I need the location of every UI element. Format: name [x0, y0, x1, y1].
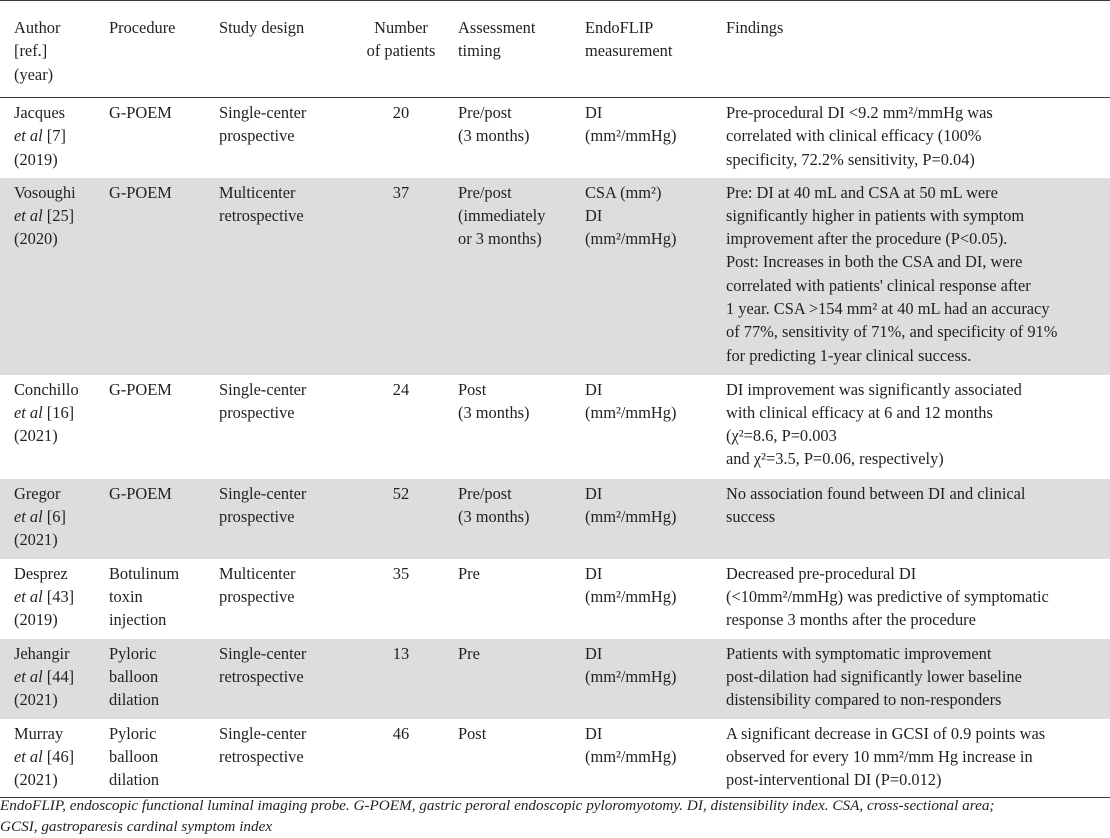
design-cell: Single-center retrospective: [219, 643, 307, 686]
timing-cell: Pre/post (immediately or 3 months): [458, 182, 546, 249]
author-name: Vosoughi: [14, 182, 76, 202]
design-cell: Single-center prospective: [219, 483, 307, 526]
author-name: Gregor: [14, 483, 61, 503]
table-row: [0, 479, 1110, 559]
author-cell: [0, 178, 109, 375]
timing-cell: Pre/post (3 months): [458, 103, 530, 146]
et-al: et al: [14, 586, 43, 606]
et-al: et al: [14, 746, 43, 766]
findings-cell: Patients with symptomatic improvement post-dilation had significantly lower baseline distensibility compared to non-responders: [726, 643, 1022, 710]
et-al: et al: [14, 205, 43, 225]
author-ref: [14, 505, 109, 528]
design-cell: Single-center prospective: [219, 379, 307, 422]
measurement-cell: DI (mm²/mmHg): [585, 379, 677, 422]
procedure-cell: G-POEM: [109, 379, 172, 399]
measurement-cell: DI (mm²/mmHg): [585, 723, 677, 766]
design-cell: Multicenter retrospective: [219, 182, 304, 225]
ref: [46]: [46, 746, 75, 766]
procedure-cell: Pyloric balloon dilation: [109, 643, 160, 710]
procedure-cell: G-POEM: [109, 182, 172, 202]
author-ref: [14, 745, 109, 768]
author-cell: [0, 559, 109, 639]
findings-cell: A significant decrease in GCSI of 0.9 points was observed for every 10 mm²/mm Hg increase in post-interventional DI (P=0.012): [726, 723, 1046, 790]
design-cell: Multicenter prospective: [219, 563, 296, 606]
timing-cell: Pre/post (3 months): [458, 483, 530, 526]
author-ref: [14, 124, 109, 147]
header-author: Author [ref.] (year): [14, 18, 61, 84]
patients-cell: 52: [392, 483, 410, 503]
author-cell: [0, 98, 109, 178]
ref: [16]: [46, 402, 75, 422]
et-al: et al: [14, 506, 43, 526]
author-cell: [0, 375, 109, 479]
ref: [43]: [46, 586, 75, 606]
table-row: [0, 559, 1110, 639]
procedure-cell: Pyloric balloon dilation: [109, 723, 160, 790]
procedure-cell: G-POEM: [109, 103, 172, 122]
ref: [25]: [46, 205, 75, 225]
author-name: Jehangir: [14, 643, 70, 663]
table-footnote: EndoFLIP, endoscopic functional luminal imaging probe. G-POEM, gastric peroral endoscopic pyloromyotomy. DI, distensibility index. CSA, cross-sectional area; GCSI, gastroparesis cardinal symptom index: [0, 797, 995, 835]
measurement-cell: DI (mm²/mmHg): [585, 563, 677, 606]
year: (2019): [14, 149, 58, 169]
patients-cell: 35: [392, 563, 410, 583]
design-cell: Single-center prospective: [219, 103, 307, 146]
header-procedure: Procedure: [109, 18, 176, 37]
header-findings: Findings: [726, 18, 784, 37]
table-row: [0, 719, 1110, 798]
ref: [44]: [46, 666, 75, 686]
timing-cell: Pre: [458, 563, 480, 583]
patients-cell: 20: [392, 103, 410, 122]
author-ref: [14, 665, 109, 688]
year: (2021): [14, 530, 58, 550]
author-cell: [0, 479, 109, 559]
procedure-cell: G-POEM: [109, 483, 172, 503]
header-study-design: Study design: [219, 18, 305, 37]
timing-cell: Post (3 months): [458, 379, 530, 422]
table-row: [0, 178, 1110, 375]
header-assessment-timing: Assessment timing: [458, 18, 536, 61]
measurement-cell: CSA (mm²) DI (mm²/mmHg): [585, 182, 677, 249]
timing-cell: Post: [458, 723, 487, 743]
et-al: et al: [14, 402, 43, 422]
table-row: [0, 375, 1110, 479]
design-cell: Single-center retrospective: [219, 723, 307, 766]
measurement-cell: DI (mm²/mmHg): [585, 483, 677, 526]
findings-cell: Decreased pre-procedural DI (<10mm²/mmHg) was predictive of symptomatic response 3 months after the procedure: [726, 563, 1049, 630]
findings-cell: No association found between DI and clinical success: [726, 483, 1026, 526]
header-row: [0, 1, 1110, 98]
header-endoflip-measurement: EndoFLIP measurement: [585, 18, 673, 61]
author-name: Jacques: [14, 103, 65, 122]
author-cell: [0, 719, 109, 798]
patients-cell: 46: [392, 723, 410, 743]
year: (2020): [14, 229, 58, 249]
table-row: [0, 639, 1110, 719]
findings-cell: Pre: DI at 40 mL and CSA at 50 mL were significantly higher in patients with symptom improvement after the procedure (P<0.05). Post: Increases in both the CSA and DI, were correlated with patients' clinical response after 1 year. CSA >154 mm² at 40 mL had an accuracy of 77%, sensitivity of 71%, and specificity of 91% for predicting 1-year clinical success.: [726, 182, 1058, 365]
findings-cell: DI improvement was significantly associated with clinical efficacy at 6 and 12 months (χ²=8.6, P=0.003 and χ²=3.5, P=0.06, respectively): [726, 379, 1022, 469]
findings-cell: Pre-procedural DI <9.2 mm²/mmHg was correlated with clinical efficacy (100% specificity, 72.2% sensitivity, P=0.04): [726, 103, 993, 169]
patients-cell: 13: [392, 643, 410, 663]
year: (2019): [14, 610, 58, 630]
year: (2021): [14, 426, 58, 446]
author-ref: [14, 401, 109, 424]
year: (2021): [14, 690, 58, 710]
author-name: Conchillo: [14, 379, 79, 399]
ref: [6]: [46, 506, 66, 526]
et-al: et al: [14, 666, 43, 686]
patients-cell: 24: [392, 379, 410, 399]
measurement-cell: DI (mm²/mmHg): [585, 643, 677, 686]
procedure-cell: Botulinum toxin injection: [109, 563, 180, 630]
year: (2021): [14, 770, 58, 790]
author-name: Murray: [14, 723, 64, 743]
et-al: et al: [14, 126, 43, 146]
patients-cell: 37: [392, 182, 410, 202]
table-row: [0, 98, 1110, 178]
measurement-cell: DI (mm²/mmHg): [585, 103, 677, 146]
author-ref: [14, 585, 109, 608]
timing-cell: Pre: [458, 643, 480, 663]
header-number-of-patients: Number of patients: [366, 18, 436, 61]
ref: [7]: [46, 126, 66, 146]
author-cell: [0, 639, 109, 719]
author-name: Desprez: [14, 563, 68, 583]
author-ref: [14, 204, 109, 227]
